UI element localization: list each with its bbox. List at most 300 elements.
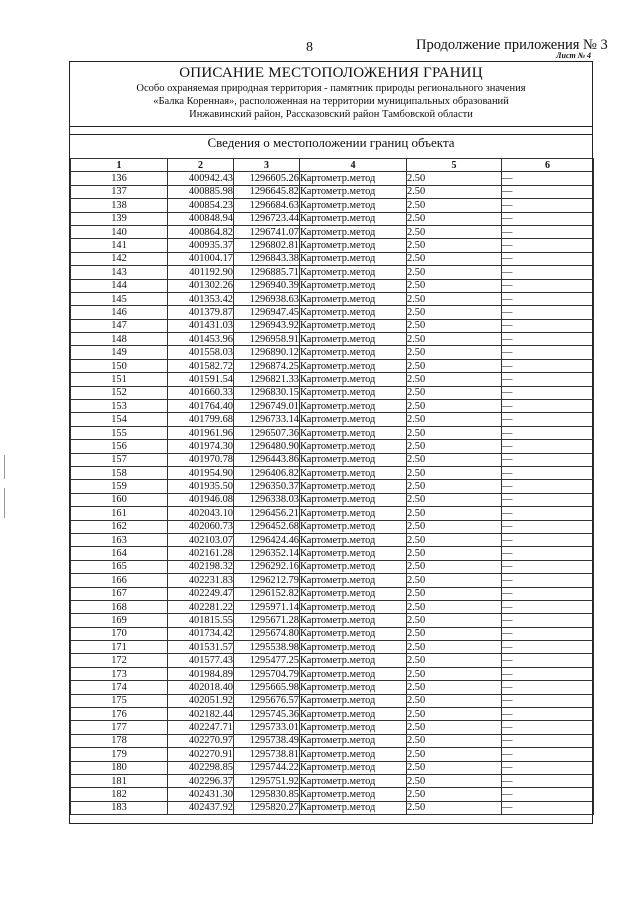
table-cell: — [502,520,594,533]
table-cell: 2.50 [407,641,502,654]
table-cell: Картометр.метод [300,774,407,787]
table-cell: 1295745.36 [234,708,300,721]
table-row [71,225,594,238]
table-cell: 400864.82 [168,225,234,238]
table-cell: 2.50 [407,292,502,305]
table-cell: — [502,748,594,761]
table-cell: Картометр.метод [300,453,407,466]
table-row [71,346,594,359]
table-cell: — [502,667,594,680]
table-cell: 136 [71,172,168,185]
table-cell: 1296292.16 [234,560,300,573]
table-row [71,667,594,680]
table-cell: 2.50 [407,346,502,359]
table-cell: 402298.85 [168,761,234,774]
table-cell: 1296456.21 [234,507,300,520]
table-cell: 143 [71,266,168,279]
table-cell: Картометр.метод [300,373,407,386]
table-cell: 142 [71,252,168,265]
table-cell: 147 [71,319,168,332]
document-title: ОПИСАНИЕ МЕСТОПОЛОЖЕНИЯ ГРАНИЦ [179,65,483,81]
table-cell: 144 [71,279,168,292]
table-cell: — [502,386,594,399]
table-row [71,520,594,533]
table-row [71,748,594,761]
table-cell: 2.50 [407,185,502,198]
table-row [71,426,594,439]
table-cell: 401353.42 [168,292,234,305]
table-cell: 173 [71,667,168,680]
table-cell: — [502,627,594,640]
table-cell: 155 [71,426,168,439]
table-cell: 171 [71,641,168,654]
table-cell: — [502,252,594,265]
table-cell: — [502,212,594,225]
table-cell: 1295477.25 [234,654,300,667]
table-cell: 165 [71,560,168,573]
table-cell: 401984.89 [168,667,234,680]
table-cell: 401379.87 [168,306,234,319]
table-cell: 1296452.68 [234,520,300,533]
table-cell: 402296.37 [168,774,234,787]
table-row [71,654,594,667]
table-cell: 167 [71,587,168,600]
table-cell: 162 [71,520,168,533]
table-cell: 177 [71,721,168,734]
table-row [71,199,594,212]
table-cell: Картометр.метод [300,386,407,399]
table-cell: — [502,225,594,238]
table-cell: 401558.03 [168,346,234,359]
table-cell: 2.50 [407,199,502,212]
table-cell: 1295538.98 [234,641,300,654]
table-cell: — [502,319,594,332]
table-cell: 402270.97 [168,734,234,747]
table-cell: 169 [71,614,168,627]
table-cell: Картометр.метод [300,440,407,453]
table-cell: 1295676.57 [234,694,300,707]
table-cell: 2.50 [407,547,502,560]
table-cell: 402051.92 [168,694,234,707]
sheet-label: Лист № 4 [556,51,592,60]
column-header: 4 [300,159,407,172]
table-cell: 2.50 [407,319,502,332]
table-cell: — [502,761,594,774]
table-cell: Картометр.метод [300,520,407,533]
table-cell: 401431.03 [168,319,234,332]
table-row [71,400,594,413]
table-cell: Картометр.метод [300,185,407,198]
table-cell: — [502,333,594,346]
table-cell: — [502,279,594,292]
table-cell: 401799.68 [168,413,234,426]
table-cell: Картометр.метод [300,333,407,346]
table-cell: Картометр.метод [300,734,407,747]
table-cell: 402161.28 [168,547,234,560]
table-row [71,172,594,185]
table-cell: Картометр.метод [300,600,407,613]
page-number: 8 [306,40,313,55]
table-cell: 137 [71,185,168,198]
table-row [71,333,594,346]
table-row [71,480,594,493]
description-line: Инжавинский район, Рассказовский район Тамбовской области [189,109,473,120]
table-cell: 402249.47 [168,587,234,600]
table-cell: — [502,440,594,453]
table-cell: 401577.43 [168,654,234,667]
table-cell: 1295751.92 [234,774,300,787]
table-cell: — [502,614,594,627]
table-cell: 1296940.39 [234,279,300,292]
table-cell: 1296338.03 [234,493,300,506]
table-cell: 1296741.07 [234,225,300,238]
table-cell: 2.50 [407,734,502,747]
column-header: 1 [71,159,168,172]
table-cell: 148 [71,333,168,346]
table-row [71,466,594,479]
document-description [74,82,588,121]
table-cell: 2.50 [407,560,502,573]
table-cell: 1295704.79 [234,667,300,680]
table-cell: 166 [71,574,168,587]
table-cell: 2.50 [407,774,502,787]
table-cell: 401192.90 [168,266,234,279]
table-row [71,279,594,292]
description-line: «Балка Коренная», расположенная на территории муниципальных образований [153,96,509,107]
table-cell: 1296152.82 [234,587,300,600]
table-cell: 402270.91 [168,748,234,761]
table-cell: 1296802.81 [234,239,300,252]
table-cell: 139 [71,212,168,225]
divider [70,126,592,127]
table-cell: Картометр.метод [300,654,407,667]
table-cell: 2.50 [407,400,502,413]
table-cell: 2.50 [407,627,502,640]
table-row [71,600,594,613]
table-cell: 2.50 [407,386,502,399]
table-cell: Картометр.метод [300,319,407,332]
document-frame [69,61,593,824]
table-cell: Картометр.метод [300,400,407,413]
table-cell: Картометр.метод [300,761,407,774]
table-row [71,681,594,694]
table-row [71,453,594,466]
table-cell: 1296749.01 [234,400,300,413]
table-cell: Картометр.метод [300,359,407,372]
table-cell: 401531.57 [168,641,234,654]
table-cell: Картометр.метод [300,346,407,359]
table-cell: 1296947.45 [234,306,300,319]
table-cell: 1295971.14 [234,600,300,613]
table-cell: 1295674.80 [234,627,300,640]
table-cell: 159 [71,480,168,493]
table-cell: 151 [71,373,168,386]
table-cell: 1296821.33 [234,373,300,386]
table-cell: 183 [71,801,168,814]
table-row [71,306,594,319]
table-cell: Картометр.метод [300,212,407,225]
table-cell: 2.50 [407,225,502,238]
table-cell: 2.50 [407,520,502,533]
table-cell: 1296885.71 [234,266,300,279]
table-cell: 158 [71,466,168,479]
table-cell: Картометр.метод [300,587,407,600]
table-cell: — [502,801,594,814]
table-cell: 2.50 [407,466,502,479]
table-cell: 1296723.44 [234,212,300,225]
column-header: 2 [168,159,234,172]
table-cell: 401660.33 [168,386,234,399]
column-header: 5 [407,159,502,172]
table-cell: 1296958.91 [234,333,300,346]
table-cell: 1296350.37 [234,480,300,493]
table-cell: 1295665.98 [234,681,300,694]
table-cell: 2.50 [407,533,502,546]
table-cell: 2.50 [407,453,502,466]
table-cell: 2.50 [407,587,502,600]
table-cell: 138 [71,199,168,212]
table-cell: — [502,533,594,546]
table-cell: — [502,400,594,413]
table-cell: 2.50 [407,279,502,292]
table-cell: Картометр.метод [300,507,407,520]
table-row [71,493,594,506]
table-cell: 1296443.86 [234,453,300,466]
table-cell: 1296352.14 [234,547,300,560]
table-cell: Картометр.метод [300,721,407,734]
table-cell: 152 [71,386,168,399]
table-cell: 401815.55 [168,614,234,627]
table-row [71,774,594,787]
table-cell: 2.50 [407,654,502,667]
table-cell: 2.50 [407,694,502,707]
table-cell: 1296424.46 [234,533,300,546]
table-cell: — [502,574,594,587]
table-cell: 2.50 [407,493,502,506]
table-cell: 2.50 [407,212,502,225]
table-cell: 1296843.38 [234,252,300,265]
table-cell: 1295733.01 [234,721,300,734]
table-cell: 401582.72 [168,359,234,372]
table-cell: 402281.22 [168,600,234,613]
table-cell: 163 [71,533,168,546]
table-cell: Картометр.метод [300,574,407,587]
table-cell: Картометр.метод [300,694,407,707]
table-cell: Картометр.метод [300,239,407,252]
table-cell: 153 [71,400,168,413]
table-cell: 2.50 [407,480,502,493]
table-row [71,507,594,520]
table-cell: 2.50 [407,252,502,265]
table-cell: 2.50 [407,440,502,453]
table-row [71,708,594,721]
table-cell: 402060.73 [168,520,234,533]
table-cell: — [502,681,594,694]
table-cell: 149 [71,346,168,359]
table-cell: 401961.96 [168,426,234,439]
table-row [71,547,594,560]
table-cell: 1296507.36 [234,426,300,439]
table-cell: 1296733.14 [234,413,300,426]
table-cell: 1295744.22 [234,761,300,774]
table-cell: — [502,373,594,386]
table-cell: 2.50 [407,373,502,386]
table-cell: — [502,426,594,439]
table-cell: 1296684.63 [234,199,300,212]
table-cell: 401453.96 [168,333,234,346]
table-cell: Картометр.метод [300,788,407,801]
table-cell: 174 [71,681,168,694]
table-cell: 2.50 [407,788,502,801]
table-cell: — [502,774,594,787]
table-cell: Картометр.метод [300,627,407,640]
table-cell: 1295738.49 [234,734,300,747]
table-row [71,734,594,747]
table-cell: — [502,641,594,654]
table-cell: Картометр.метод [300,801,407,814]
table-cell: Картометр.метод [300,480,407,493]
table-cell: 2.50 [407,239,502,252]
table-cell: 401004.17 [168,252,234,265]
table-cell: 180 [71,761,168,774]
table-cell: 181 [71,774,168,787]
table-row [71,359,594,372]
coordinates-table [70,158,594,815]
table-cell: 401970.78 [168,453,234,466]
table-cell: — [502,788,594,801]
table-cell: — [502,507,594,520]
table-cell: 150 [71,359,168,372]
table-cell: Картометр.метод [300,413,407,426]
table-body [71,172,594,815]
table-cell: Картометр.метод [300,667,407,680]
table-cell: — [502,587,594,600]
table-cell: — [502,199,594,212]
table-cell: 172 [71,654,168,667]
table-cell: 402198.32 [168,560,234,573]
table-cell: 400935.37 [168,239,234,252]
table-cell: — [502,694,594,707]
table-cell: 1296406.82 [234,466,300,479]
table-cell: 2.50 [407,333,502,346]
table-cell: 2.50 [407,507,502,520]
table-row [71,694,594,707]
column-header: 6 [502,159,594,172]
table-row [71,574,594,587]
table-cell: 1296938.63 [234,292,300,305]
table-cell: 160 [71,493,168,506]
table-cell: — [502,654,594,667]
table-row [71,292,594,305]
table-row [71,386,594,399]
table-cell: — [502,359,594,372]
table-cell: 2.50 [407,426,502,439]
table-cell: 164 [71,547,168,560]
table-row [71,440,594,453]
table-row [71,560,594,573]
table-row [71,319,594,332]
table-row [71,641,594,654]
table-cell: — [502,721,594,734]
table-cell: 2.50 [407,761,502,774]
table-cell: 401946.08 [168,493,234,506]
table-cell: 402018.40 [168,681,234,694]
table-cell: 175 [71,694,168,707]
table-cell: 140 [71,225,168,238]
table-cell: 2.50 [407,667,502,680]
table-cell: — [502,413,594,426]
table-cell: Картометр.метод [300,708,407,721]
table-cell: Картометр.метод [300,560,407,573]
table-cell: 1295820.27 [234,801,300,814]
table-cell: 141 [71,239,168,252]
table-cell: 1296645.82 [234,185,300,198]
table-cell: 2.50 [407,600,502,613]
table-cell: 1295738.81 [234,748,300,761]
table-cell: 179 [71,748,168,761]
table-cell: Картометр.метод [300,292,407,305]
table-cell: 401764.40 [168,400,234,413]
table-cell: 2.50 [407,801,502,814]
table-row [71,801,594,814]
table-cell: 1296605.26 [234,172,300,185]
table-cell: Картометр.метод [300,199,407,212]
table-cell: Картометр.метод [300,266,407,279]
table-cell: 2.50 [407,413,502,426]
table-cell: 2.50 [407,266,502,279]
table-cell: 1296480.90 [234,440,300,453]
table-cell: 401302.26 [168,279,234,292]
table-cell: 146 [71,306,168,319]
table-cell: 2.50 [407,708,502,721]
table-cell: — [502,480,594,493]
table-cell: 156 [71,440,168,453]
table-cell: 402437.92 [168,801,234,814]
table-row [71,373,594,386]
table-row [71,533,594,546]
table-cell: 176 [71,708,168,721]
table-row [71,761,594,774]
table-cell: 402431.30 [168,788,234,801]
table-cell: 1295830.85 [234,788,300,801]
table-cell: — [502,493,594,506]
table-cell: Картометр.метод [300,252,407,265]
table-cell: Картометр.метод [300,172,407,185]
margin-mark [4,455,5,479]
table-cell: — [502,266,594,279]
table-cell: 2.50 [407,306,502,319]
table-cell: — [502,185,594,198]
table-cell: Картометр.метод [300,306,407,319]
table-row [71,266,594,279]
table-cell: 2.50 [407,359,502,372]
table-cell: 2.50 [407,172,502,185]
table-cell: 1296830.15 [234,386,300,399]
table-cell: 402043.10 [168,507,234,520]
table-cell: 145 [71,292,168,305]
table-cell: — [502,708,594,721]
table-cell: 168 [71,600,168,613]
table-cell: Картометр.метод [300,641,407,654]
table-cell: 2.50 [407,574,502,587]
table-cell: Картометр.метод [300,614,407,627]
table-cell: 401935.50 [168,480,234,493]
table-row [71,788,594,801]
continuation-label: Продолжение приложения № 3 [416,37,608,53]
table-cell: — [502,306,594,319]
column-header: 3 [234,159,300,172]
table-cell: Картометр.метод [300,426,407,439]
